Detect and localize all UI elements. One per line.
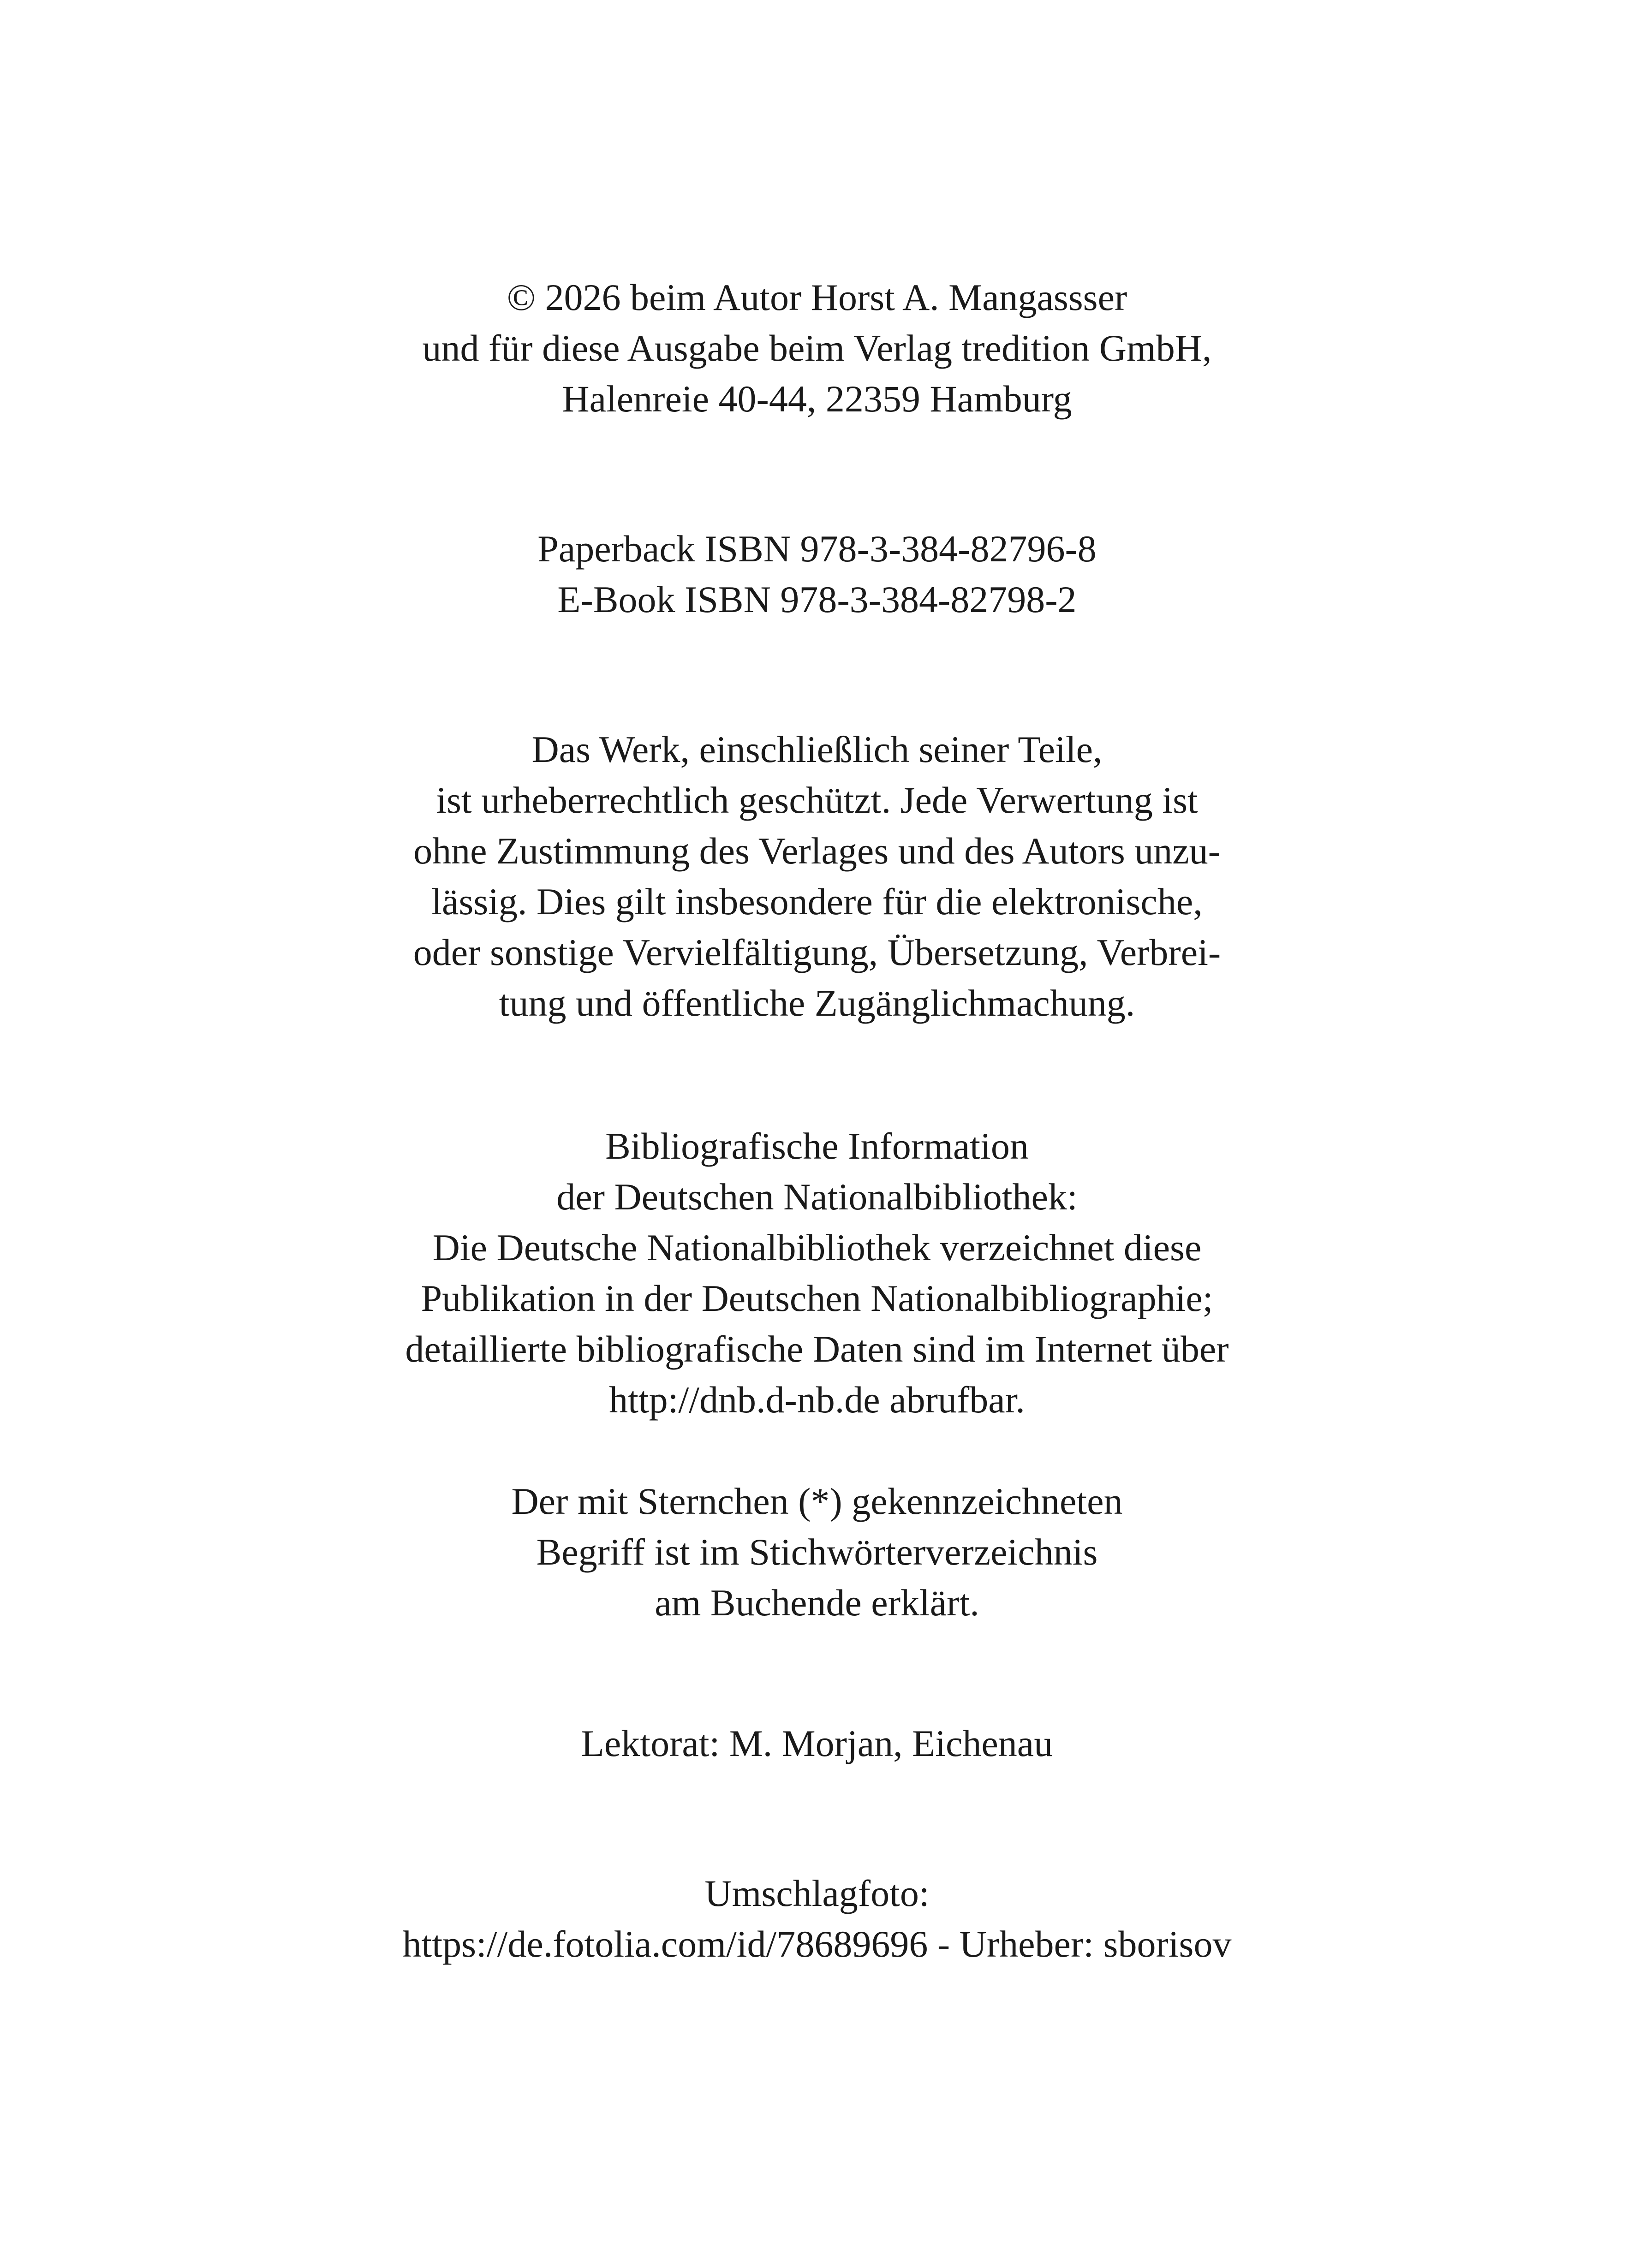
copyright-line: und für diese Ausgabe beim Verlag tredition GmbH, <box>422 327 1212 369</box>
isbn-ebook: E-Book ISBN 978-3-384-82798-2 <box>557 578 1077 620</box>
lektorat-line: Lektorat: M. Morjan, Eichenau <box>581 1722 1053 1764</box>
dnb-line: Bibliografische Information <box>605 1125 1029 1167</box>
isbn-paperback: Paperback ISBN 978-3-384-82796-8 <box>537 528 1097 570</box>
dnb-line: der Deutschen Nationalbibliothek: <box>556 1176 1078 1218</box>
rights-line: ohne Zustimmung des Verlages und des Autors unzu- <box>413 830 1221 872</box>
asterisk-note-line: am Buchende erklärt. <box>655 1582 979 1624</box>
rights-line: lässig. Dies gilt insbesondere für die elektronische, <box>431 881 1203 923</box>
dnb-information <box>0 1121 1634 1425</box>
asterisk-note-line: Begriff ist im Stichwörterverzeichnis <box>536 1531 1098 1573</box>
dnb-line: http://dnb.d-nb.de abrufbar. <box>609 1379 1025 1421</box>
copyright-block <box>0 272 1634 424</box>
rights-line: oder sonstige Vervielfältigung, Übersetzung, Verbrei- <box>413 931 1221 973</box>
isbn-block <box>0 524 1634 625</box>
dnb-line: Die Deutsche Nationalbibliothek verzeichnet diese <box>432 1226 1202 1268</box>
dnb-line: Publikation in der Deutschen Nationalbibliographie; <box>421 1277 1213 1319</box>
copyright-line: © 2026 beim Autor Horst A. Mangassser <box>507 276 1127 318</box>
cover-photo-source: https://de.fotolia.com/id/78689696 - Urheber: sborisov <box>402 1923 1232 1965</box>
cover-photo-label: Umschlagfoto: <box>704 1872 930 1914</box>
dnb-line: detaillierte bibliografische Daten sind im Internet über <box>405 1328 1229 1370</box>
copyright-line: Halenreie 40-44, 22359 Hamburg <box>562 378 1072 420</box>
rights-line: ist urheberrechtlich geschützt. Jede Verwertung ist <box>436 779 1198 821</box>
rights-line: Das Werk, einschließlich seiner Teile, <box>531 728 1103 770</box>
asterisk-note-line: Der mit Sternchen (*) gekennzeichneten <box>511 1480 1123 1522</box>
lektorat-credit <box>0 1718 1634 1769</box>
cover-photo-credit <box>0 1868 1634 1970</box>
rights-notice <box>0 724 1634 1029</box>
rights-line: tung und öffentliche Zugänglichmachung. <box>499 982 1135 1024</box>
asterisk-note <box>0 1476 1634 1628</box>
